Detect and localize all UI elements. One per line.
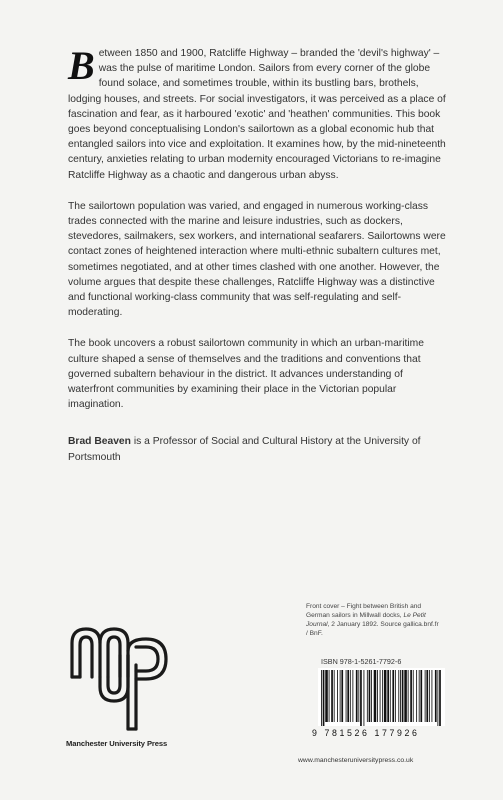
barcode-bar (400, 670, 401, 722)
barcode-bar (382, 670, 383, 722)
barcode-bar (435, 670, 437, 722)
barcode-bar (340, 670, 341, 722)
blurb-column (68, 43, 450, 481)
isbn-label: ISBN 978-1-5261-7792-6 (321, 657, 402, 666)
caption-text-2: , 2 January 1892. Source gallica.bnf.fr / BnF. (306, 621, 439, 637)
barcode-bar (384, 670, 387, 722)
blurb-paragraph-1-text: etween 1850 and 1900, Ratcliffe Highway – branded the 'devil's highway' – was the pulse of maritime London. Sailors from every corner of the globe found solace, and sometimes trouble, within its bustling bars, brothels, lodging houses, and streets. For social investigators, it was perceived as a place of fascination and fear, as it harboured 'exotic' and 'heathen' communities. This book goes beyond conceptualising London's sailortown as a global economic hub that entangled sailors into vice and exploitation. It examines how, by the mid-nineteenth century, anxieties relating to urban modernity encouraged Victorians to re-imagine Ratcliffe Highway as a chaotic and dangerous urban abyss. (68, 48, 446, 181)
barcode-bar (347, 670, 349, 722)
barcode-bar (360, 670, 362, 726)
caption-source-title: Le Petit Journal (306, 612, 426, 628)
barcode-bar (371, 670, 372, 722)
barcode-bar (364, 670, 365, 726)
publisher-name: Manchester University Press (66, 739, 168, 748)
barcode-bar (416, 670, 417, 722)
barcode-bar (404, 670, 407, 722)
barcode-bar (419, 670, 420, 722)
cover-caption (306, 602, 441, 638)
barcode-bar (323, 670, 325, 726)
barcode-bar (439, 670, 441, 726)
barcode-bar (425, 670, 426, 722)
barcode-bar (429, 670, 430, 722)
barcode-bar (390, 670, 391, 722)
barcode-bar (395, 670, 396, 722)
barcode-bar (410, 670, 412, 722)
barcode-bar (356, 670, 358, 722)
barcode-bar (331, 670, 333, 722)
barcode-bar (380, 670, 381, 722)
author-name: Brad Beaven (68, 436, 131, 448)
barcode-bar (334, 670, 335, 722)
barcode-bar (413, 670, 414, 722)
barcode-bar (402, 670, 404, 722)
barcode-bar (367, 670, 368, 722)
barcode-bar (408, 670, 409, 722)
barcode-bar (346, 670, 347, 722)
barcode-bar (387, 670, 389, 722)
barcode-digits: 9 781526 177926 (312, 728, 420, 738)
blurb-paragraph-2: The sailortown population was varied, and engaged in numerous working-class trades connected with the marine and leisure industries, such as dockers, stevedores, sailmakers, sex workers, and international seafarers. Sailortowns were contact zones of heightened interaction where multi-ethnic subaltern cultures met, sometimes negotiated, and at other times clashed with one another. However, the volume argues that despite these challenges, Ratcliffe Highway was a distinctive and functional working-class community that was self-regulating and self-moderating. (68, 200, 446, 319)
barcode-bar (420, 670, 422, 722)
barcode-bar (358, 670, 359, 722)
barcode-bar (369, 670, 371, 722)
barcode-bar (341, 670, 343, 722)
barcode-bar (329, 670, 330, 722)
author-bio (68, 434, 450, 464)
barcode-bar (321, 670, 322, 726)
barcode-bar (377, 670, 378, 722)
barcode-bar (337, 670, 338, 722)
author-bio-text: is a Professor of Social and Cultural History at the University of Portsmouth (68, 436, 421, 463)
barcode-bar (392, 670, 394, 722)
isbn-barcode (318, 668, 445, 726)
barcode-bar (437, 670, 438, 726)
blurb-paragraph-3: The book uncovers a robust sailortown community in which an urban-maritime culture shaped a sense of themselves and the traditions and conventions that governed subaltern behaviour in the district. It advances understanding of waterfront communities by examining their place in the Victorian popular imagination. (68, 338, 424, 411)
barcode-bar (432, 670, 433, 722)
publisher-logo (66, 625, 176, 733)
barcode-bar (398, 670, 399, 722)
barcode-bar (352, 670, 353, 722)
barcode-bar (350, 670, 351, 722)
blurb-paragraph-1 (68, 43, 450, 183)
barcode-bar (374, 670, 377, 722)
barcode-bar (325, 670, 328, 722)
publisher-url[interactable]: www.manchesteruniversitypress.co.uk (298, 757, 414, 764)
barcode-bar (426, 670, 428, 722)
caption-text-1: Front cover – Fight between British and German sailors in Millwall docks, (306, 603, 422, 619)
drop-cap: B (68, 43, 95, 88)
